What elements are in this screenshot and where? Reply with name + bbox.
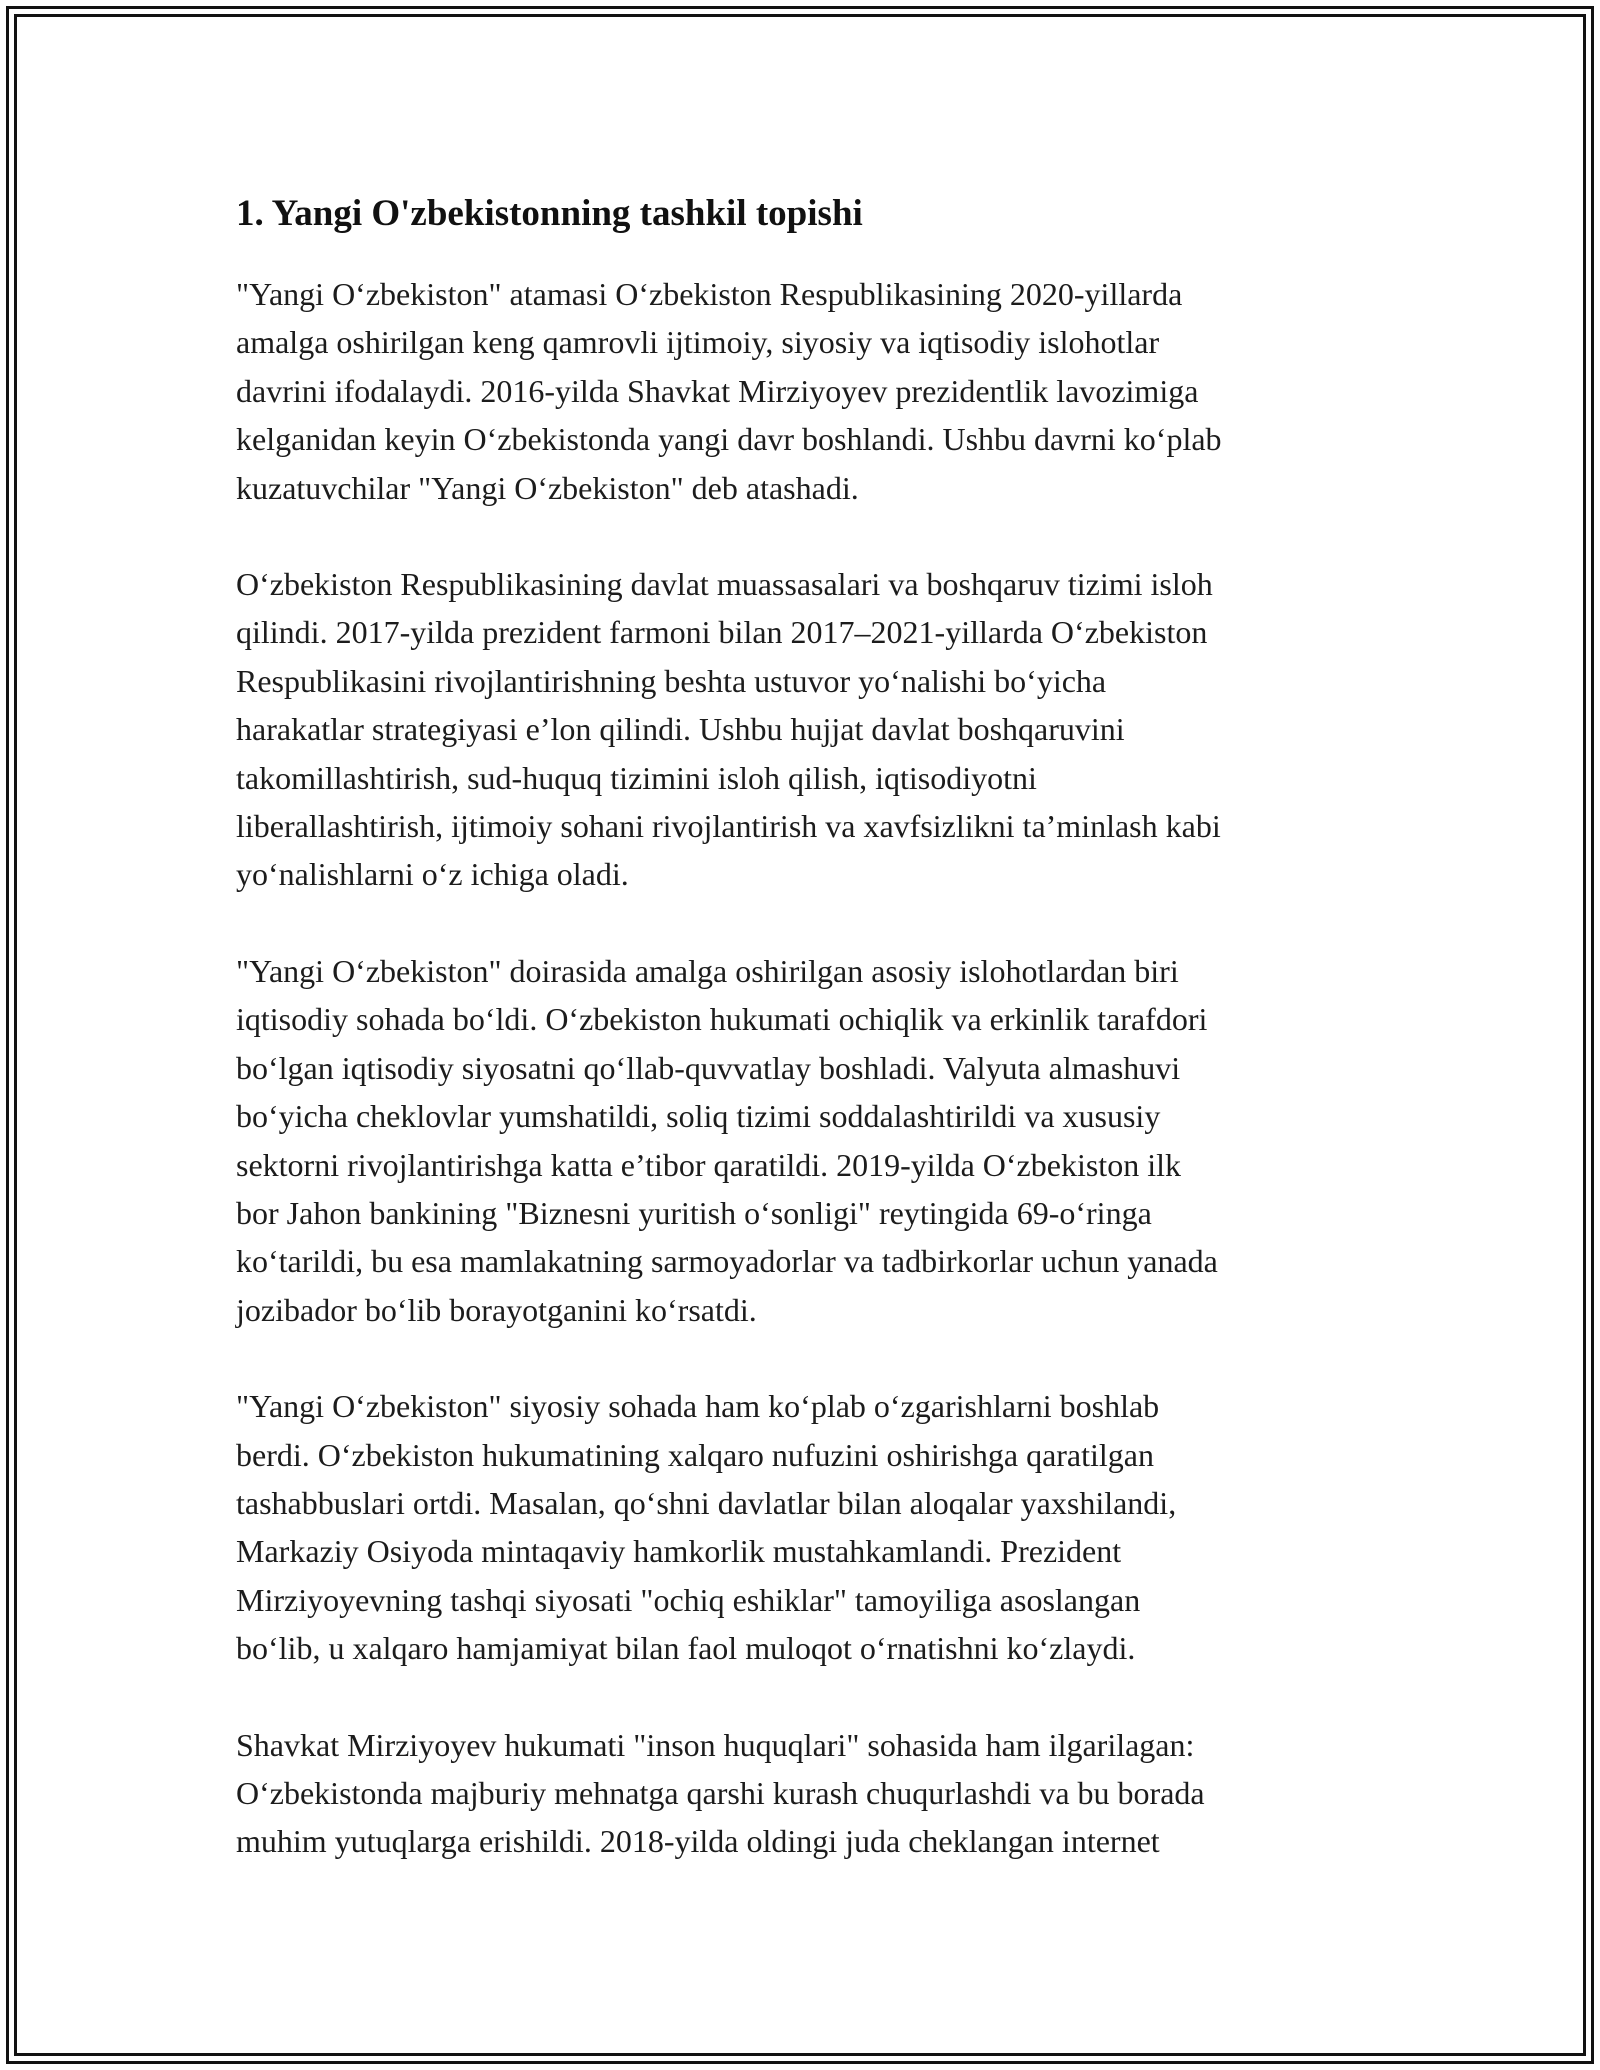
paragraph-5: Shavkat Mirziyoyev hukumati "inson huquqlari" sohasida ham ilgarilagan: O‘zbekistonda majburiy mehnatga qarshi kurash chuqurlashdi va bu borada muhim yutuqlarga erishildi. 2018-yilda oldingi juda cheklangan internet (236, 1726, 1205, 1860)
document-body (236, 186, 1396, 1914)
paragraph-3: "Yangi O‘zbekiston" doirasida amalga oshirilgan asosiy islohotlardan biri iqtisodiy sohada bo‘ldi. O‘zbekiston hukumati ochiqlik va erkinlik tarafdori bo‘lgan iqtisodiy siyosatni qo‘llab-quvvatlay boshladi. Valyuta almashuvi bo‘yicha cheklovlar yumshatildi, soliq tizimi soddalashtirildi va xususiy sektorni rivojlantirishga katta e’tibor qaratildi. 2019-yilda O‘zbekiston ilk bor Jahon bankining "Biznesni yuritish o‘sonligi" reytingida 69-o‘ringa ko‘tarildi, bu esa mamlakatning sarmoyadorlar va tadbirkorlar uchun yanada jozibador bo‘lib borayotganini ko‘rsatdi. (236, 952, 1218, 1328)
paragraph-2: O‘zbekiston Respublikasining davlat muassasalari va boshqaruv tizimi isloh qilindi. 2017-yilda prezident farmoni bilan 2017–2021-yillarda O‘zbekiston Respublikasini rivojlantirishning beshta ustuvor yo‘nalishi bo‘yicha harakatlar strategiyasi e’lon qilindi. Ushbu hujjat davlat boshqaruvini takomillashtirish, sud-huquq tizimini isloh qilish, iqtisodiyotni liberallashtirish, ijtimoiy sohani rivojlantirish va xavfsizlikni ta’minlash kabi yo‘nalishlarni o‘z ichiga oladi. (236, 566, 1221, 893)
paragraph-1: "Yangi O‘zbekiston" atamasi O‘zbekiston Respublikasining 2020-yillarda amalga oshirilgan keng qamrovli ijtimoiy, siyosiy va iqtisodiy islohotlar davrini ifodalaydi. 2016-yilda Shavkat Mirziyoyev prezidentlik lavozimiga kelganidan keyin O‘zbekistonda yangi davr boshlandi. Ushbu davrni ko‘plab kuzatuvchilar "Yangi O‘zbekiston" deb atashadi. (236, 276, 1222, 506)
section-heading: 1. Yangi O'zbekistonning tashkil topishi (236, 193, 863, 234)
paragraph-4: "Yangi O‘zbekiston" siyosiy sohada ham ko‘plab o‘zgarishlarni boshlab berdi. O‘zbekiston hukumatining xalqaro nufuzini oshirishga qaratilgan tashabbuslari ortdi. Masalan, qo‘shni davlatlar bilan aloqalar yaxshilandi, Markaziy Osiyoda mintaqaviy hamkorlik mustahkamlandi. Prezident Mirziyoyevning tashqi siyosati "ochiq eshiklar" tamoyiliga asoslangan bo‘lib, u xalqaro hamjamiyat bilan faol muloqot o‘rnatishni ko‘zlaydi. (236, 1388, 1177, 1667)
